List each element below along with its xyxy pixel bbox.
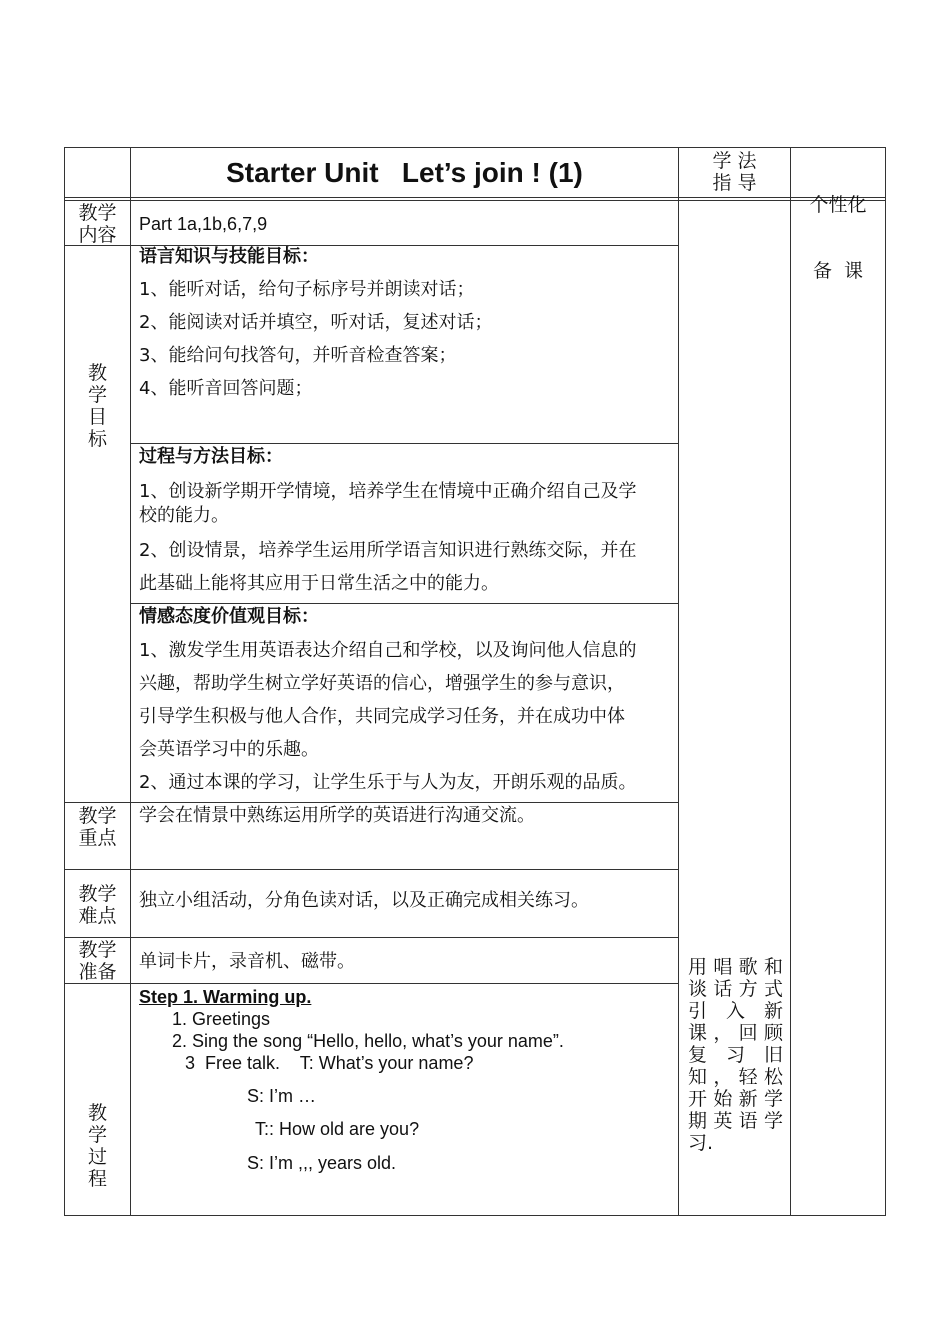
procedure-line-3: 3 Free talk. T: What’s your name?	[185, 1053, 474, 1073]
method-guide-text: 用唱歌和 谈话方式 引入新 课，回顾 复习旧 知，轻松 开始新学 期英语学 习.	[688, 956, 783, 1154]
process-title: 过程与方法目标：	[139, 446, 283, 467]
process-list	[139, 480, 636, 528]
list-item: 1、能听对话，给句子标序号并朗读对话；	[139, 279, 475, 300]
preparation-text: 单词卡片，录音机、磁带。	[139, 951, 355, 972]
procedure-line-5: T:: How old are you?	[255, 1119, 420, 1139]
emotion-title: 情感态度价值观目标：	[139, 606, 319, 627]
procedure-line-4: S: I’m …	[247, 1086, 317, 1106]
procedure-line-6: S: I’m ,,, years old.	[247, 1153, 397, 1173]
list-item: 兴趣，帮助学生树立学好英语的信心，增强学生的参与意识，	[139, 673, 625, 694]
label-difficulty: 教学 难点	[78, 883, 117, 927]
list-item: 2、能阅读对话并填空，听对话，复述对话；	[139, 312, 493, 333]
content-text: Part 1a,1b,6,7,9	[139, 214, 268, 234]
process-list-2	[139, 534, 636, 600]
label-content: 教学 内容	[78, 202, 117, 246]
label-objectives: 教 学 目 标	[87, 362, 107, 450]
list-item: 1、激发学生用英语表达介绍自己和学校，以及询问他人信息的	[139, 640, 637, 661]
list-item: 引导学生积极与他人合作，共同完成学习任务，并在成功中体	[139, 706, 625, 727]
knowledge-list	[139, 273, 492, 405]
list-item: 2、创设情景，培养学生运用所学语言知识进行熟练交际，并在	[139, 540, 637, 561]
procedure-line-2: 2. Sing the song “Hello, hello, what’s your name”.	[172, 1031, 564, 1051]
list-item: 此基础上能将其应用于日常生活之中的能力。	[139, 573, 499, 594]
list-item: 2、通过本课的学习，让学生乐于与人为友，开朗乐观的品质。	[139, 772, 637, 793]
knowledge-title: 语言知识与技能目标：	[139, 246, 319, 267]
header-personal-prep: 个性化 备 课	[809, 194, 867, 282]
label-preparation: 教学 准备	[78, 939, 117, 983]
step-title: Step 1. Warming up.	[139, 987, 312, 1007]
list-item: 4、能听音回答问题；	[139, 378, 313, 399]
list-item: 会英语学习中的乐趣。	[139, 739, 319, 760]
emotion-list	[139, 634, 636, 799]
difficulty-text: 独立小组活动，分角色读对话，以及正确完成相关练习。	[139, 890, 589, 911]
key-point-text: 学会在情景中熟练运用所学的英语进行沟通交流。	[139, 805, 535, 826]
list-item: 3、能给问句找答句，并听音检查答案；	[139, 345, 457, 366]
label-key-point: 教学 重点	[78, 805, 117, 849]
procedure-line-1: 1. Greetings	[172, 1009, 271, 1029]
header-method-guide: 学 法 指 导	[712, 150, 757, 194]
label-procedure: 教 学 过 程	[87, 1102, 107, 1190]
page-title: Starter Unit Let’s join ! (1)	[226, 156, 583, 188]
list-item: 1、创设新学期开学情境，培养学生在情境中正确介绍自己及学	[139, 481, 637, 502]
list-item: 校的能力。	[139, 505, 229, 526]
